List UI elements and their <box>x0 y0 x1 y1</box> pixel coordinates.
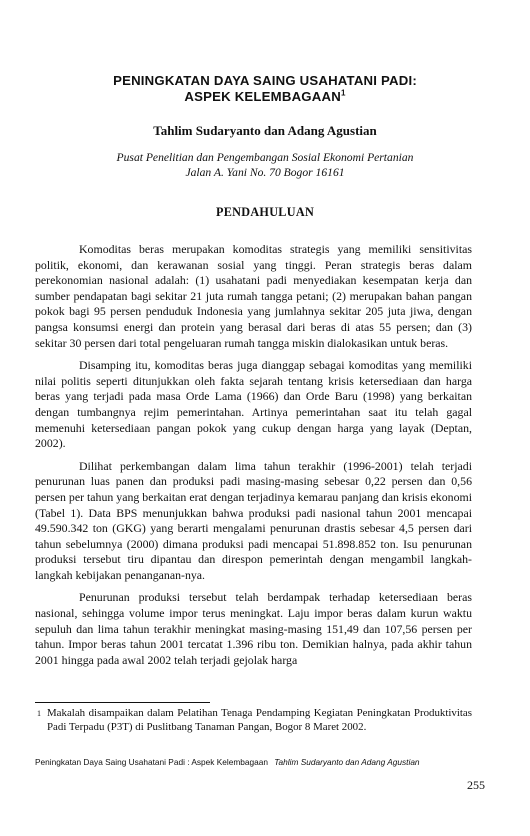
affiliation-line-2: Jalan A. Yani No. 70 Bogor 16161 <box>185 166 345 179</box>
author-names: Tahlim Sudaryanto dan Adang Agustian <box>153 123 377 138</box>
affiliation-line-1: Pusat Penelitian dan Pengembangan Sosial Ekonomi Pertanian <box>116 151 414 164</box>
title-line-1: PENINGKATAN DAYA SAING USAHATANI PADI: <box>113 73 417 88</box>
page-number: 255 <box>467 778 485 792</box>
running-footer-authors: Tahlim Sudaryanto dan Adang Agustian <box>274 757 420 767</box>
title-line-2-text: ASPEK KELEMBAGAAN <box>184 89 341 104</box>
running-footer <box>35 757 495 767</box>
paragraph-4: Penurunan produksi tersebut telah berdampak terhadap ketersediaan beras nasional, sehingga volume impor terus meningkat. Laju impor beras dalam kurun waktu sepuluh dan lima tahun terakhir meningkat masing-masing 151,49 dan 107,56 persen per tahun. Impor beras tahun 2001 tercatat 1.396 ribu ton. Demikian halnya, pada akhir tahun 2001 hingga pada awal 2002 telah terjadi gejolak harga <box>35 590 472 667</box>
title-line-2 <box>40 89 490 105</box>
paragraph-1: Komoditas beras merupakan komoditas strategis yang memiliki sensitivitas politik, ekonomi, dan kerawanan sosial yang tinggi. Peran strategis beras dalam perekonomian nasional adalah: (1) usahatani padi menyediakan kesempatan kerja dan sumber pendapatan bagi sekitar 21 juta rumah tangga petani; (2) merupakan bahan pangan pokok bagi 95 persen penduduk Indonesia yang jumlahnya sekitar 205 juta jiwa, dengan pangsa konsumsi energi dan protein yang berasal dari beras di atas 55 persen; dan (3) sekitar 30 persen dari total pengeluaran rumah tangga miskin dialokasikan untuk beras. <box>35 242 472 350</box>
affiliation <box>40 150 490 180</box>
body-text <box>35 242 472 675</box>
title-footnote-ref: 1 <box>340 88 346 98</box>
footnote-text: Makalah disampaikan dalam Pelatihan Tenaga Pendamping Kegiatan Peningkatan Produktivitas Padi Terpadu (P3T) di Puslitbang Tanaman Pangan, Bogor 8 Maret 2002. <box>47 707 472 733</box>
footnote <box>35 707 472 734</box>
paragraph-2: Disamping itu, komoditas beras juga dianggap sebagai komoditas yang memiliki nilai politis seperti ditunjukkan oleh fakta sejarah tentang krisis ketersediaan dan harga beras yang terjadi pada masa Orde Lama (1966) dan Orde Baru (1998) yang berkaitan dengan tumbangnya rejim pemerintahan. Artinya pemerintahan saat itu telah gagal memenuhi ketersediaan pangan pokok yang cukup dengan harga yang layak (Deptan, 2002). <box>35 358 472 451</box>
paper-title <box>40 73 490 105</box>
section-heading: PENDAHULUAN <box>215 205 315 219</box>
running-footer-title: Peningkatan Daya Saing Usahatani Padi : Aspek Kelembagaan <box>35 757 268 767</box>
footnote-mark: 1 <box>37 709 41 718</box>
paragraph-3: Dilihat perkembangan dalam lima tahun terakhir (1996-2001) telah terjadi penurunan luas panen dan produksi padi masing-masing sebesar 0,22 persen dan 0,56 persen per tahun yang berkaitan erat dengan terjadinya kemarau panjang dan krisis ekonomi (Tabel 1). Data BPS menunjukkan bahwa produksi padi nasional tahun 2001 mencapai 49.590.342 ton (GKG) yang berarti mengalami penurunan drastis sebesar 4,5 persen dari tahun sebelumnya (2000) dimana produksi padi mencapai 51.898.852 ton. Isu penurunan produksi tersebut tiru dipantau dan direspon pemerintah dengan mengambil langkah-langkah kebijakan penanganan-nya. <box>35 458 472 582</box>
footnote-divider <box>35 702 210 703</box>
